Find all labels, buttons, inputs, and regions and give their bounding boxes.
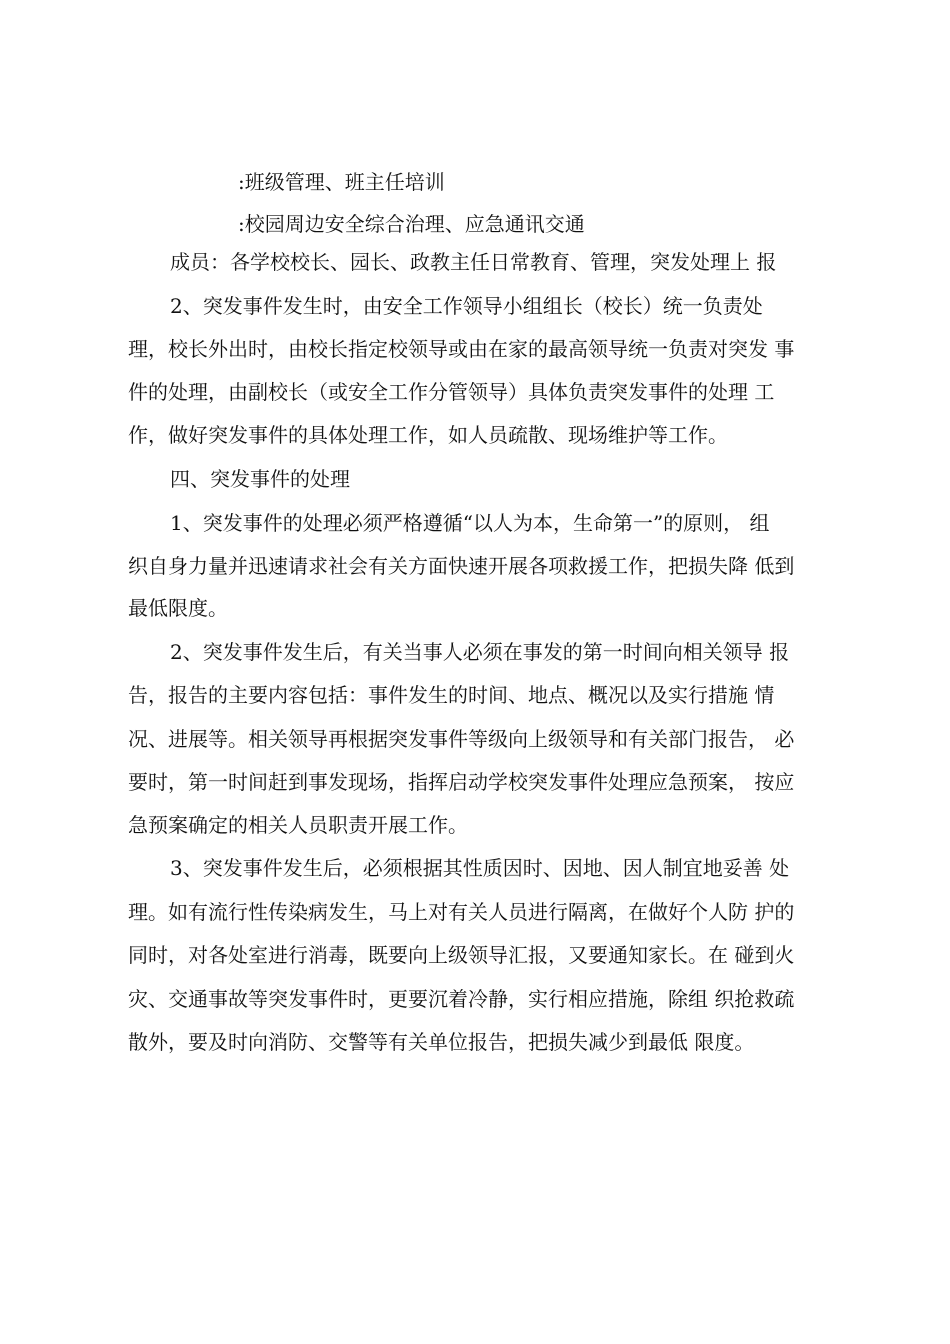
paragraph-line: 理，校长外出时，由校长指定校领导或由在家的最高领导统一负责对突发 事 <box>128 337 795 361</box>
paragraph-line: 况、进展等。相关领导再根据突发事件等级向上级领导和有关部门报告， 必 <box>128 727 795 751</box>
header-line-1: :班级管理、班主任培训 <box>238 170 445 194</box>
paragraph-line: 散外，要及时向消防、交警等有关单位报告，把损失减少到最低 限度。 <box>128 1030 755 1054</box>
paragraph-line: 织自身力量并迅速请求社会有关方面快速开展各项救援工作，把损失降 低到 <box>128 554 795 578</box>
paragraph-line: 3、突发事件发生后，必须根据其性质因时、因地、因人制宜地妥善 处 <box>170 856 790 880</box>
header-line-2: :校园周边安全综合治理、应急通讯交通 <box>238 212 585 236</box>
paragraph-line: 灾、交通事故等突发事件时，更要沉着冷静，实行相应措施，除组 织抢救疏 <box>128 987 795 1011</box>
paragraph-line: 1、突发事件的处理必须严格遵循“以人为本，生命第一”的原则， 组 <box>170 511 770 535</box>
paragraph-line: 同时，对各处室进行消毒，既要向上级领导汇报，又要通知家长。在 碰到火 <box>128 943 795 967</box>
header-line-3: 成员：各学校校长、园长、政教主任日常教育、管理，突发处理上 报 <box>170 250 777 274</box>
paragraph-line: 理。如有流行性传染病发生，马上对有关人员进行隔离，在做好个人防 护的 <box>128 900 795 924</box>
paragraph-line: 2、突发事件发生时，由安全工作领导小组组长（校长）统一负责处 <box>170 294 763 318</box>
paragraph-line: 急预案确定的相关人员职责开展工作。 <box>128 813 468 837</box>
paragraph-line: 作，做好突发事件的具体处理工作，如人员疏散、现场维护等工作。 <box>128 423 728 447</box>
section-heading: 四、突发事件的处理 <box>170 467 350 491</box>
paragraph-line: 件的处理，由副校长（或安全工作分管领导）具体负责突发事件的处理 工 <box>128 380 775 404</box>
paragraph-line: 要时，第一时间赶到事发现场，指挥启动学校突发事件处理应急预案， 按应 <box>128 770 795 794</box>
paragraph-line: 告，报告的主要内容包括：事件发生的时间、地点、概况以及实行措施 情 <box>128 683 775 707</box>
paragraph-line: 2、突发事件发生后，有关当事人必须在事发的第一时间向相关领导 报 <box>170 640 790 664</box>
paragraph-line: 最低限度。 <box>128 596 228 620</box>
